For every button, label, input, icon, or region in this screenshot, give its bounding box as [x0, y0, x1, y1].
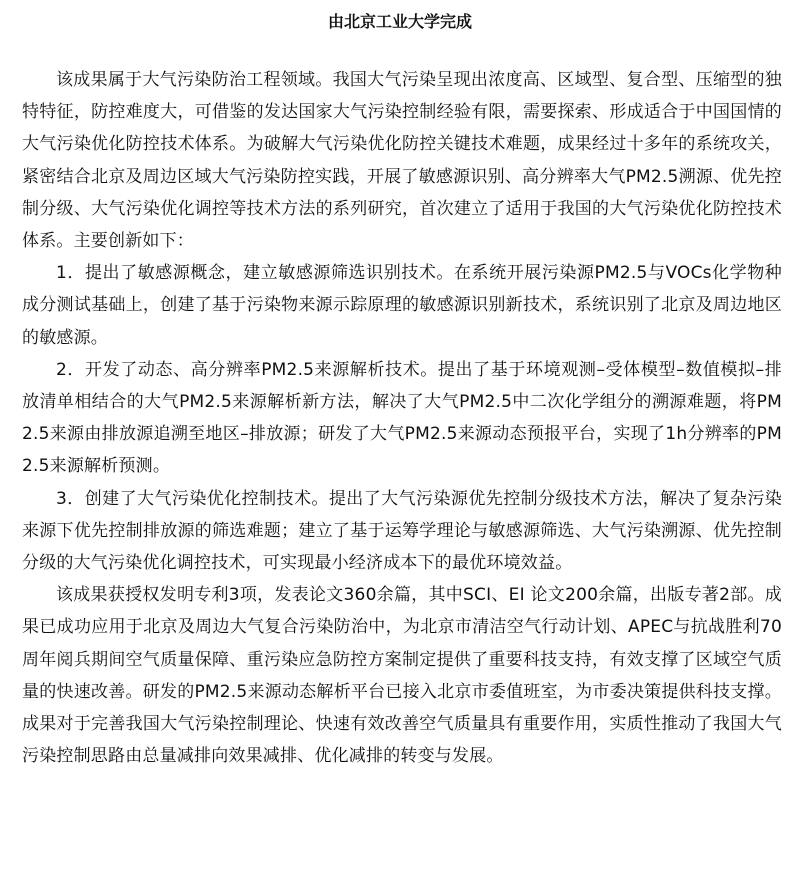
paragraph-innovation-2: 2．开发了动态、高分辨率PM2.5来源解析技术。提出了基于环境观测–受体模型–数值模拟–排放清单相结合的大气PM2.5来源解析新方法，解决了大气PM2.5中二次化学组分的溯源难题，将PM2.5来源由排放源追溯至地区–排放源；研发了大气PM2.5来源动态预报平台，实现了1h分辨率的PM2.5来源解析预测。 [22, 359, 782, 477]
document-title: 由北京工业大学完成 [327, 12, 472, 31]
paragraph-innovation-3: 3．创建了大气污染优化控制技术。提出了大气污染源优先控制分级技术方法，解决了复杂污染来源下优先控制排放源的筛选难题；建立了基于运筹学理论与敏感源筛选、大气污染溯源、优先控制分级的大气污染优化调控技术，可实现最小经济成本下的最优环境效益。 [22, 488, 782, 574]
document-body [22, 64, 782, 772]
paragraph-intro: 该成果属于大气污染防治工程领域。我国大气污染呈现出浓度高、区域型、复合型、压缩型的独特特征，防控难度大，可借鉴的发达国家大气污染控制经验有限，需要探索、形成适合于中国国情的大气污染优化防控技术体系。为破解大气污染优化防控关键技术难题，成果经过十多年的系统攻关，紧密结合北京及周边区域大气污染防控实践，开展了敏感源识别、高分辨率大气PM2.5溯源、优先控制分级、大气污染优化调控等技术方法的系列研究，首次建立了适用于我国的大气污染优化防控技术体系。主要创新如下： [22, 70, 782, 252]
paragraph-outcomes: 该成果获授权发明专利3项，发表论文360余篇，其中SCI、EI 论文200余篇，出版专著2部。成果已成功应用于北京及周边大气复合污染防治中，为北京市清洁空气行动计划、APEC与抗战胜利70周年阅兵期间空气质量保障、重污染应急防控方案制定提供了重要科技支持，有效支撑了区域空气质量的快速改善。研发的PM2.5来源动态解析平台已接入北京市委值班室，为市委决策提供科技支撑。成果对于完善我国大气污染控制理论、快速有效改善空气质量具有重要作用，实质性推动了我国大气污染控制思路由总量减排向效果减排、优化减排的转变与发展。 [22, 585, 782, 767]
paragraph-innovation-1: 1．提出了敏感源概念，建立敏感源筛选识别技术。在系统开展污染源PM2.5与VOCs化学物种成分测试基础上，创建了基于污染物来源示踪原理的敏感源识别新技术，系统识别了北京及周边地区的敏感源。 [22, 263, 782, 348]
